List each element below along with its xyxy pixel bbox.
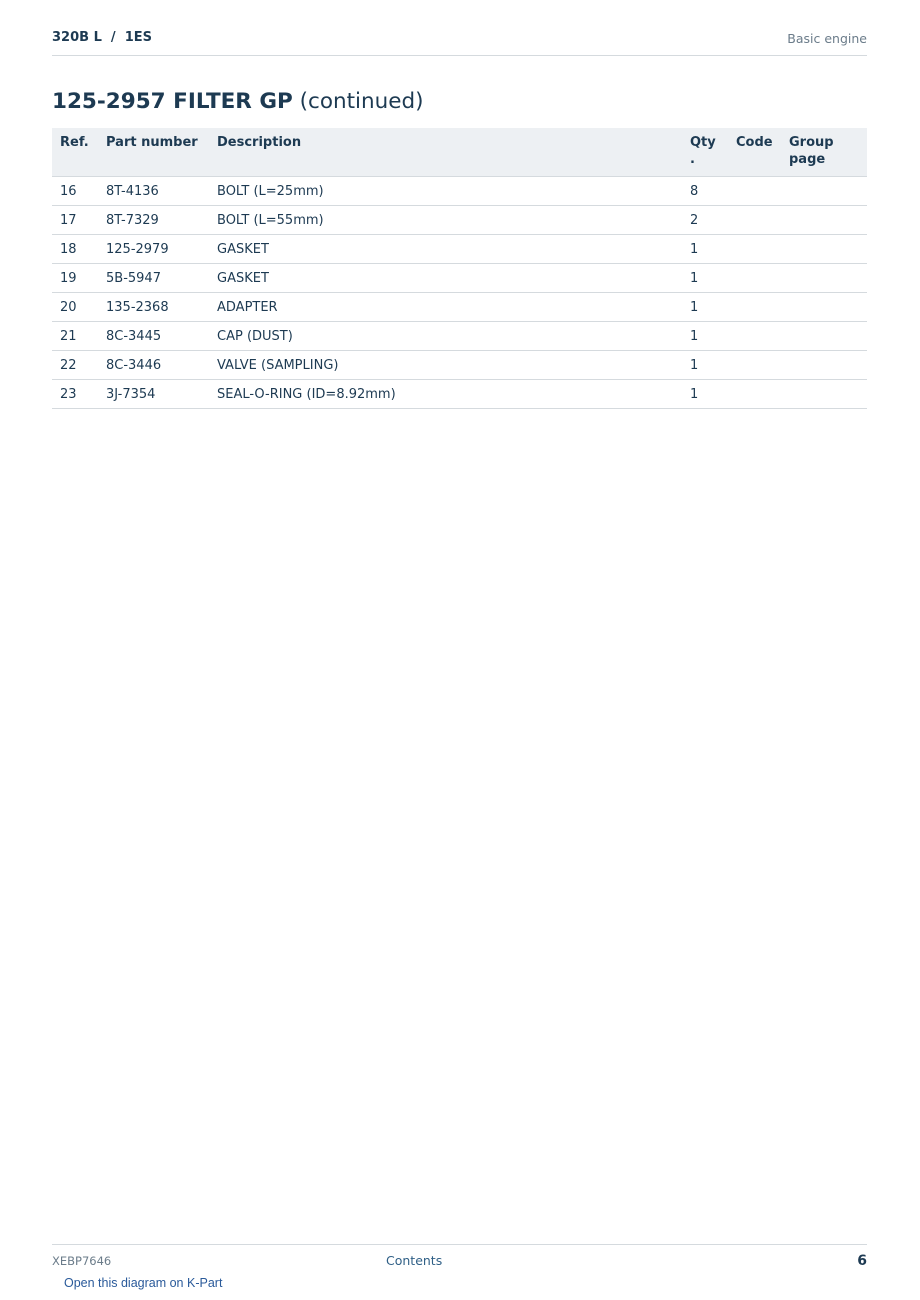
cell-group-page — [781, 264, 867, 293]
cell-group-page — [781, 177, 867, 206]
cell-code — [728, 380, 781, 409]
cell-group-page — [781, 322, 867, 351]
cell-description: BOLT (L=55mm) — [209, 206, 682, 235]
cell-group-page — [781, 351, 867, 380]
col-description: Description — [209, 128, 682, 177]
cell-code — [728, 235, 781, 264]
cell-group-page — [781, 380, 867, 409]
cell-ref: 18 — [52, 235, 98, 264]
table-row — [52, 177, 867, 206]
cell-qty: 1 — [682, 322, 728, 351]
table-row — [52, 380, 867, 409]
col-code: Code — [728, 128, 781, 177]
cell-description: CAP (DUST) — [209, 322, 682, 351]
cell-part-number: 3J-7354 — [98, 380, 209, 409]
col-qty: Qty . — [682, 128, 728, 177]
cell-qty: 1 — [682, 264, 728, 293]
page-number: 6 — [857, 1253, 867, 1269]
cell-qty: 2 — [682, 206, 728, 235]
cell-qty: 1 — [682, 235, 728, 264]
table-row — [52, 206, 867, 235]
table-row — [52, 235, 867, 264]
cell-description: GASKET — [209, 264, 682, 293]
cell-code — [728, 206, 781, 235]
cell-qty: 1 — [682, 351, 728, 380]
page-title — [52, 89, 424, 114]
cell-description: VALVE (SAMPLING) — [209, 351, 682, 380]
model-label: 320B L / 1ES — [52, 30, 152, 45]
cell-ref: 21 — [52, 322, 98, 351]
cell-part-number: 5B-5947 — [98, 264, 209, 293]
cell-ref: 20 — [52, 293, 98, 322]
cell-group-page — [781, 235, 867, 264]
cell-part-number: 8C-3446 — [98, 351, 209, 380]
cell-description: ADAPTER — [209, 293, 682, 322]
contents-link[interactable]: Contents — [386, 1253, 443, 1268]
cell-qty: 8 — [682, 177, 728, 206]
cell-qty: 1 — [682, 293, 728, 322]
col-ref: Ref. — [52, 128, 98, 177]
cell-description: BOLT (L=25mm) — [209, 177, 682, 206]
cell-code — [728, 293, 781, 322]
cell-ref: 19 — [52, 264, 98, 293]
cell-part-number: 8T-4136 — [98, 177, 209, 206]
table-header-row — [52, 128, 867, 177]
cell-description: SEAL-O-RING (ID=8.92mm) — [209, 380, 682, 409]
title-suffix: (continued) — [299, 89, 424, 114]
page-footer — [52, 1244, 867, 1290]
cell-group-page — [781, 293, 867, 322]
cell-part-number: 8T-7329 — [98, 206, 209, 235]
table-row — [52, 351, 867, 380]
cell-group-page — [781, 206, 867, 235]
cell-qty: 1 — [682, 380, 728, 409]
parts-table — [52, 128, 867, 409]
kpart-link[interactable]: Open this diagram on K-Part — [64, 1276, 223, 1290]
cell-description: GASKET — [209, 235, 682, 264]
cell-ref: 23 — [52, 380, 98, 409]
cell-ref: 16 — [52, 177, 98, 206]
document-id: XEBP7646 — [52, 1254, 112, 1268]
cell-part-number: 135-2368 — [98, 293, 209, 322]
cell-part-number: 8C-3445 — [98, 322, 209, 351]
col-part-number: Part number — [98, 128, 209, 177]
cell-code — [728, 177, 781, 206]
cell-code — [728, 264, 781, 293]
group-part-number: 125-2957 FILTER GP — [52, 89, 293, 114]
col-group-page: Group page — [781, 128, 867, 177]
table-row — [52, 293, 867, 322]
section-label: Basic engine — [787, 31, 867, 46]
table-row — [52, 264, 867, 293]
cell-ref: 17 — [52, 206, 98, 235]
cell-part-number: 125-2979 — [98, 235, 209, 264]
cell-ref: 22 — [52, 351, 98, 380]
cell-code — [728, 351, 781, 380]
table-row — [52, 322, 867, 351]
cell-code — [728, 322, 781, 351]
page-header — [52, 28, 867, 56]
